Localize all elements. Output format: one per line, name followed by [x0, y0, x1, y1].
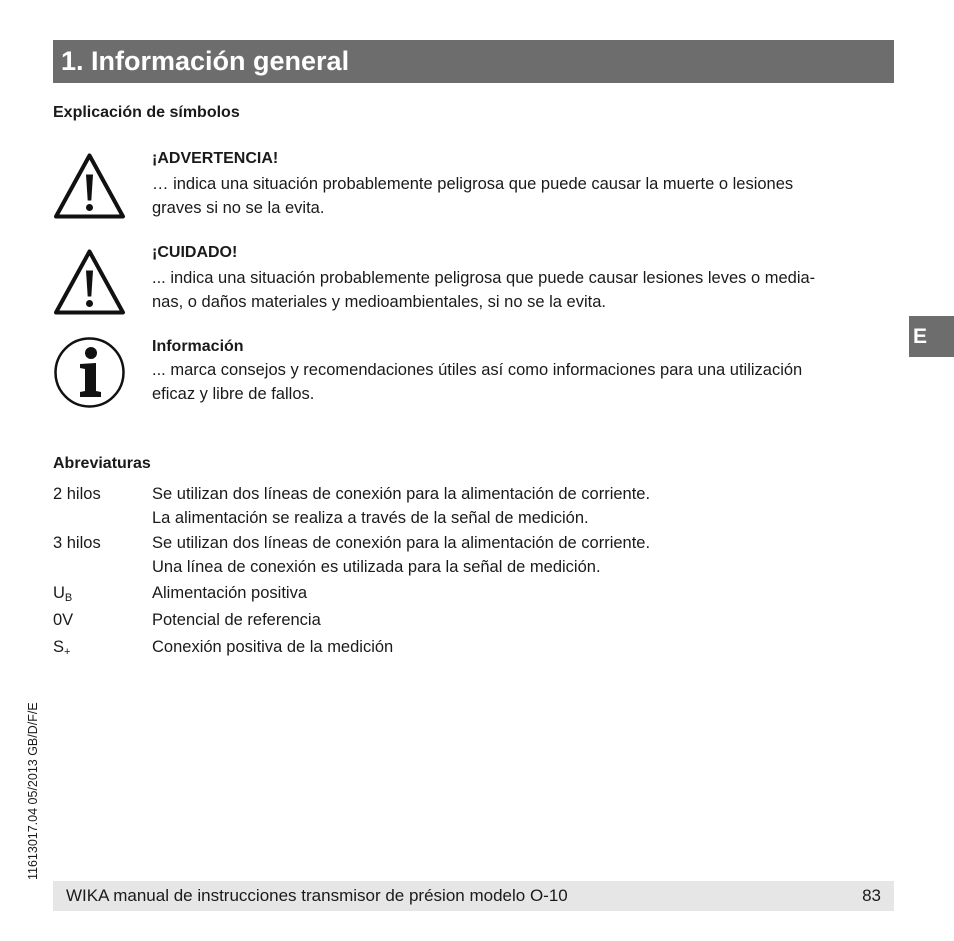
warning-triangle-icon: [53, 150, 126, 223]
abbreviation-term: $S_+$: [53, 638, 71, 658]
abbreviation-description: Alimentación positiva: [152, 584, 307, 602]
language-tab: E: [909, 316, 954, 357]
abbreviation-description: Conexión positiva de la medición: [152, 638, 394, 656]
abbreviation-description: Se utilizan dos líneas de conexión para la alimentación de corriente. La alimentación se realiza a través de la señal de medición.: [152, 485, 651, 527]
abbreviation-description: Potencial de referencia: [152, 611, 321, 629]
page-footer: [53, 881, 894, 911]
symbols-heading: Explicación de símbolos: [53, 104, 240, 121]
warning-title: ¡ADVERTENCIA!: [152, 150, 279, 167]
document-code: 11613017.04 05/2013 GB/D/F/E: [26, 702, 40, 880]
page-title: 1. Información general: [53, 40, 894, 83]
warning-triangle-icon: [53, 246, 126, 319]
information-text: ... marca consejos y recomendaciones útiles así como informaciones para una utilización eficaz y libre de fallos.: [152, 361, 803, 403]
page-number: 83: [862, 886, 881, 905]
caution-text: ... indica una situación probablemente peligrosa que puede causar lesiones leves o media- nas, o daños materiales y medioambientales, si no se la evita.: [152, 269, 816, 311]
abbreviation-term: 2 hilos: [53, 485, 101, 503]
abbreviation-term: $U_B$: [53, 584, 73, 604]
caution-title: ¡CUIDADO!: [152, 244, 238, 261]
abbreviation-description: Se utilizan dos líneas de conexión para la alimentación de corriente. Una línea de conexión es utilizada para la señal de medición.: [152, 534, 651, 576]
abbreviation-term: 3 hilos: [53, 534, 101, 552]
information-title: Información: [152, 338, 244, 355]
warning-text: … indica una situación probablemente peligrosa que puede causar la muerte o lesiones graves si no se la evita.: [152, 175, 794, 217]
information-icon: [53, 336, 126, 409]
abbreviation-term: 0V: [53, 611, 74, 629]
abbreviations-heading: Abreviaturas: [53, 455, 151, 472]
footer-title: WIKA manual de instrucciones transmisor de présion modelo O-10: [66, 886, 568, 905]
